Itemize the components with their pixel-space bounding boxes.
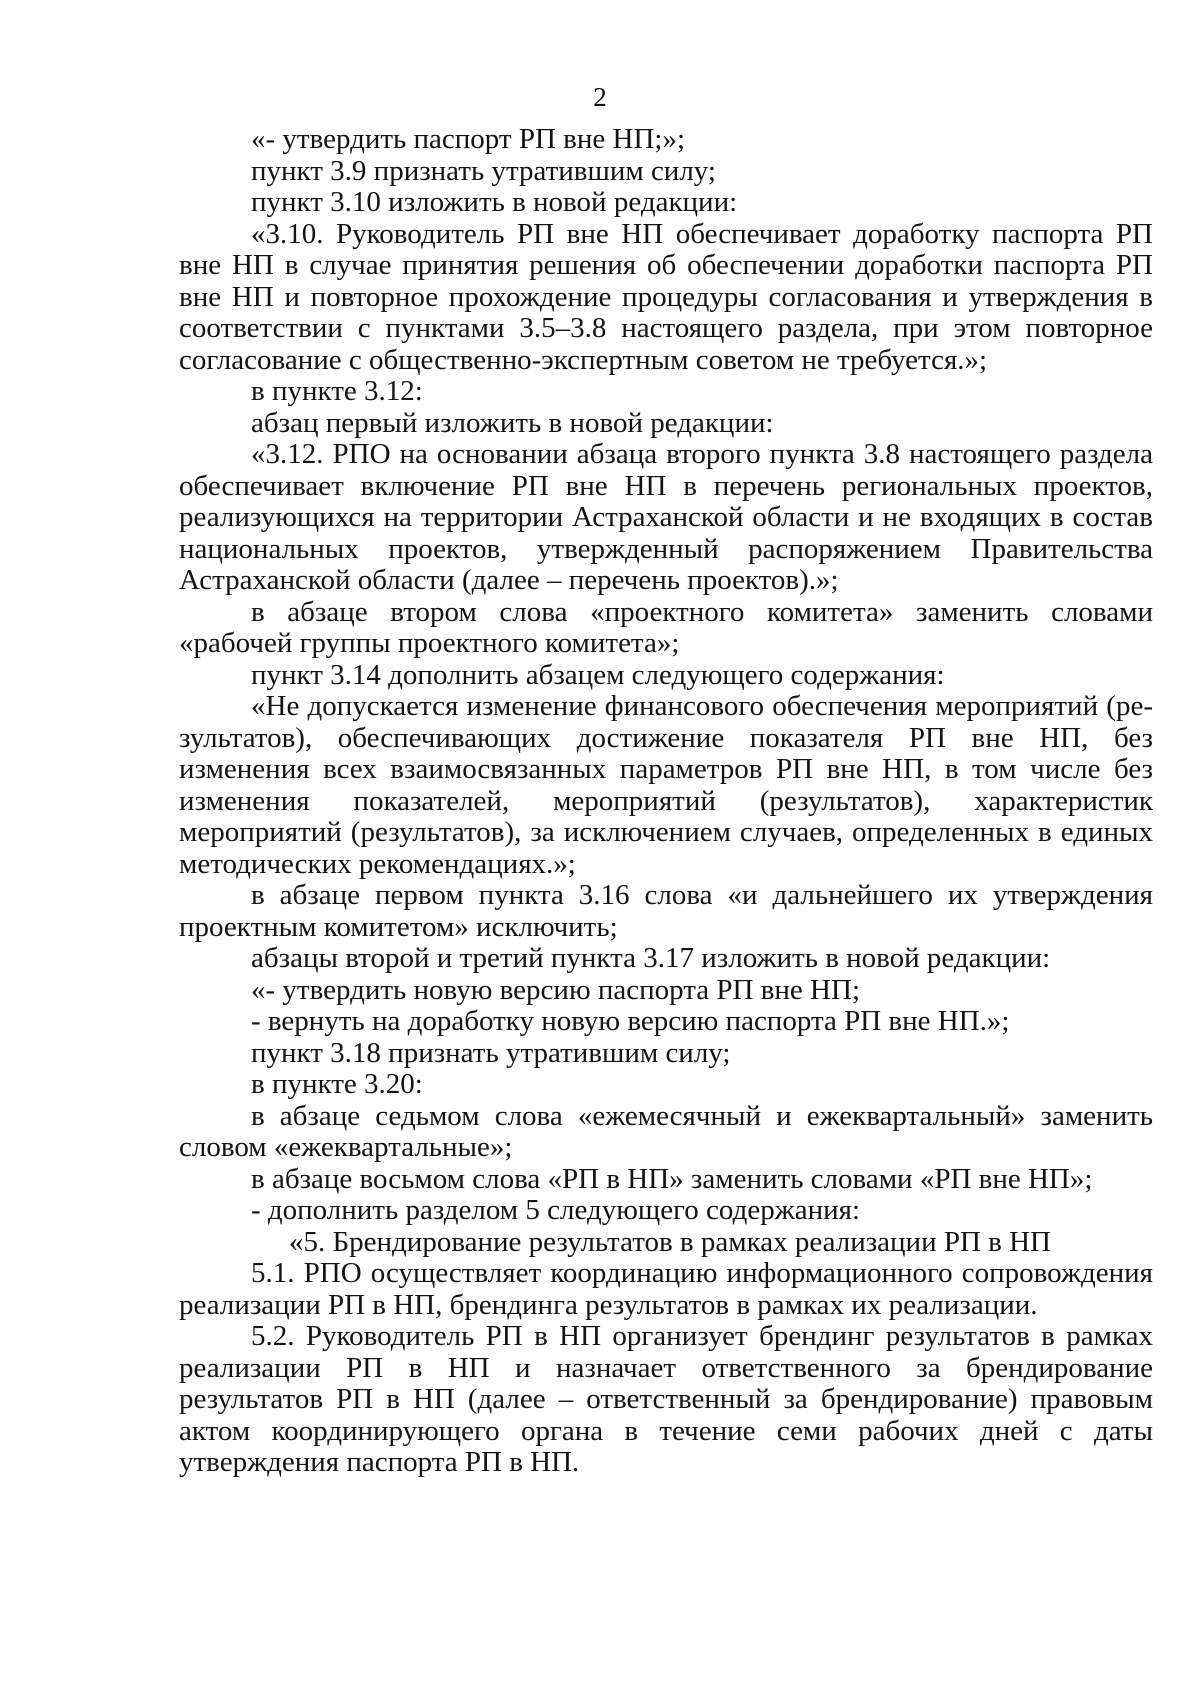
paragraph: в абзаце втором слова «проектного комитета» заменить словами «рабочей группы проектного комитета»; <box>179 595 1153 659</box>
paragraph: в пункте 3.20: <box>251 1068 423 1100</box>
paragraph: 5.2. Руководитель РП в НП организует брендинг результатов в рамках реализации РП в НП и назначает ответственного за брендирование результатов РП в НП (далее – ответственный за брендирование) правовым актом координирующего органа в течение семи рабочих дней с даты утверждения паспорта РП в НП. <box>179 1320 1153 1478</box>
paragraph: абзац первый изложить в новой редакции: <box>251 406 774 439</box>
paragraph: «Не допускается изменение финансового обеспечения мероприятий (результатов), обеспечивающих достижение показателя РП вне НП, без изменения всех взаимосвязанных параметров РП вне НП, в том числе без изменения показателей, мероприятий (результатов), характеристик мероприятий (результатов), за исключением случаев, определенных в единых методических рекомендациях.»; <box>179 690 1153 880</box>
paragraph: «- утвердить новую версию паспорта РП вне НП; <box>251 973 860 1006</box>
paragraph: 5.1. РПО осуществляет координацию информационного сопровождения реализации РП в НП, брендинга результатов в рамках их реализации. <box>179 1257 1153 1321</box>
section-heading: «5. Брендирование результатов в рамках реализации РП в НП <box>289 1225 1052 1258</box>
page-number: 2 <box>593 82 607 112</box>
paragraph: «- утвердить паспорт РП вне НП;»; <box>251 123 685 155</box>
paragraph: «3.12. РПО на основании абзаца второго пункта 3.8 настоящего раздела обеспечивает включение РП вне НП в перечень региональных проектов, реализующихся на территории Астраханской области и не входящих в состав национальных проектов, утвержденный распоряжением Правительства Астраханской области (далее – перечень проектов).»; <box>179 438 1153 596</box>
paragraph: пункт 3.14 дополнить абзацем следующего содержания: <box>251 658 945 691</box>
paragraph: пункт 3.9 признать утратившим силу; <box>251 154 716 187</box>
paragraph: в абзаце первом пункта 3.16 слова «и дальнейшего их утверждения проектным комитетом» исключить; <box>179 879 1153 943</box>
paragraph: «3.10. Руководитель РП вне НП обеспечивает доработку паспорта РП вне НП в случае принятия решения об обеспечении доработки паспорта РП вне НП и повторное прохождение процедуры согласования и утверждения в соответствии с пунктами 3.5–3.8 настоящего раздела, при этом повторное согласование с общественно-экспертным советом не требуется.»; <box>179 217 1153 376</box>
paragraph: пункт 3.18 признать утратившим силу; <box>251 1036 731 1069</box>
paragraph: - вернуть на доработку новую версию паспорта РП вне НП.»; <box>251 1005 1010 1037</box>
paragraph: в абзаце седьмом слова «ежемесячный и ежеквартальный» заменить словом «ежеквартальные»; <box>179 1099 1153 1163</box>
document-body <box>179 124 1153 1479</box>
paragraph: в пункте 3.12: <box>251 375 423 407</box>
paragraph: - дополнить разделом 5 следующего содержания: <box>251 1194 861 1226</box>
paragraph: в абзаце восьмом слова «РП в НП» заменить словами «РП вне НП»; <box>251 1162 1093 1195</box>
paragraph: абзацы второй и третий пункта 3.17 изложить в новой редакции: <box>251 942 1051 974</box>
paragraph: пункт 3.10 изложить в новой редакции: <box>251 186 738 218</box>
